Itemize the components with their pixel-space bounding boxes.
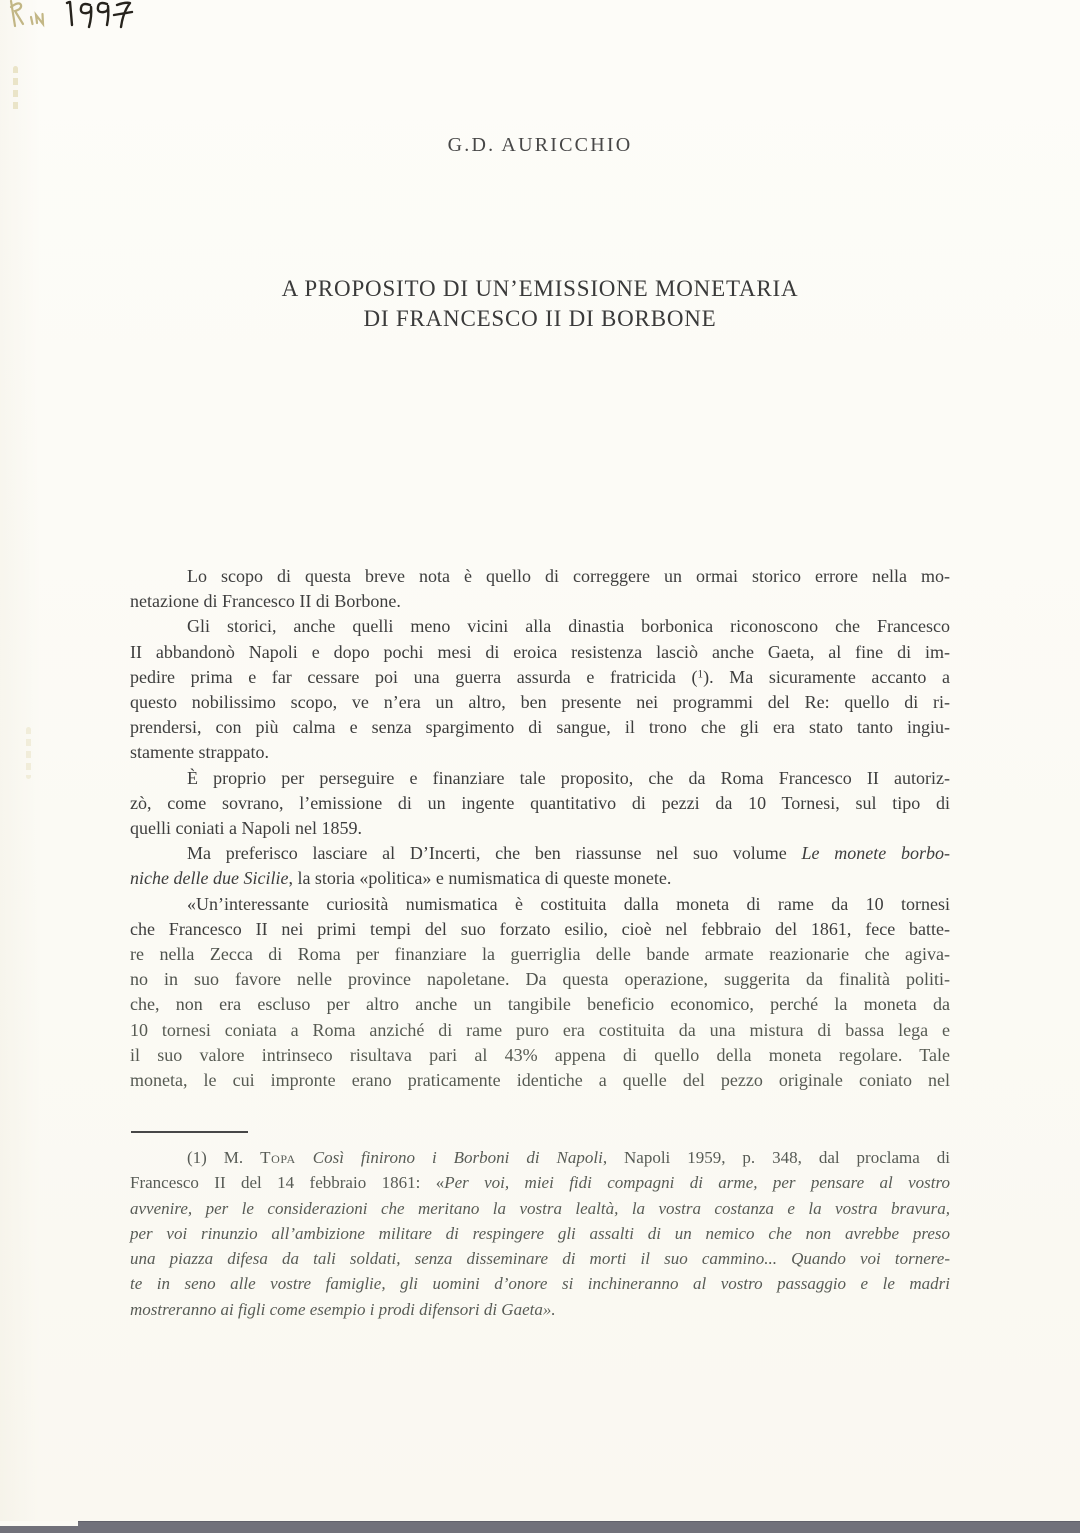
- text-line: II abbandonò Napoli e dopo pochi mesi di eroica resistenza lasciò anche Gaeta, al fine di im-: [130, 641, 950, 662]
- text-line: che, non era escluso per altro anche un tangibile beneficio economico, perché la moneta da: [130, 994, 950, 1015]
- paper-blemish-mark: [26, 727, 31, 779]
- text-line: che Francesco II nei primi tempi del suo forzato esilio, cioè nel febbraio del 1861, fece batte-: [130, 918, 950, 939]
- text-line: È proprio per perseguire e finanziare tale proposito, che da Roma Francesco II autoriz-: [187, 767, 950, 788]
- text-line: avvenire, per le considerazioni che meritano la vostra lealtà, la vostra costanza e la vostra bravura,: [130, 1198, 950, 1218]
- text-line: moneta, le cui impronte erano praticamente identiche a quelle del pezzo originale coniato nel: [130, 1070, 950, 1091]
- text-line: zò, come sovrano, l’emissione di un ingente quantitativo di pezzi da 10 Tornesi, sul tipo di: [130, 792, 950, 813]
- footnote-separator: [131, 1131, 248, 1133]
- text-line: re nella Zecca di Roma per finanziare la guerriglia delle bande armate reazionarie che agiva-: [130, 944, 950, 965]
- text-line: questo nobilissimo scopo, ve n’era un altro, ben presente nei programmi del Re: quello di ri-: [130, 692, 950, 713]
- handwritten-annotation-icon: [4, 0, 154, 34]
- text-line: 10 tornesi coniata a Roma anziché di rame puro era costituita da una mistura di bassa lega e: [130, 1019, 950, 1040]
- text-line: Francesco II del 14 febbraio 1861: «Per voi, miei fidi compagni di arme, per pensare al vostro: [130, 1173, 950, 1193]
- scan-edge-bar: [0, 1521, 1080, 1533]
- article-title-line2: DI FRANCESCO II DI BORBONE: [363, 306, 717, 331]
- text-line: Lo scopo di questa breve nota è quello di correggere un ormai storico errore nella mo-: [187, 566, 950, 586]
- text-line: il suo valore intrinseco risultava pari al 43% appena di quello della moneta regolare. Tale: [130, 1044, 950, 1065]
- article-title: [130, 274, 950, 334]
- text-line: quelli coniati a Napoli nel 1859.: [130, 818, 362, 839]
- author-name: G.D. AURICCHIO: [447, 134, 633, 156]
- text-line: Gli storici, anche quelli meno vicini alla dinastia borbonica riconoscono che Francesco: [187, 616, 950, 637]
- text-line: no in suo favore nelle province napoletane. Da questa operazione, suggerita da finalità politi-: [130, 969, 950, 990]
- footnote-text: [130, 1145, 950, 1322]
- text-line: per voi rinunzio all’ambizione militare di respingere gli assalti di un nemico che non avrebbe preso: [130, 1223, 950, 1243]
- text-line: mostreranno ai figli come esempio i prodi difensori di Gaeta».: [130, 1299, 556, 1319]
- text-line: «Un’interessante curiosità numismatica è costituita dalla moneta di rame da 10 tornesi: [187, 893, 950, 914]
- text-line: te in seno alle vostre famiglie, gli uomini d’onore si inchineranno al vostro passaggio e le madri: [130, 1274, 950, 1294]
- text-line: prendersi, con più calma e senza spargimento di sangue, il trono che gli era stato tanto ingiu-: [130, 717, 950, 738]
- scan-edge-notch: [0, 1521, 78, 1526]
- text-line: pedire prima e far cessare poi una guerra assurda e fratricida ($^1$). Ma sicuramente accanto a: [130, 666, 950, 687]
- text-line: netazione di Francesco II di Borbone.: [130, 591, 401, 612]
- text-line: Ma preferisco lasciare al D’Incerti, che ben riassunse nel suo volume Le monete borbo-: [187, 843, 950, 864]
- body-text: [130, 564, 950, 1093]
- article-title-line1: A PROPOSITO DI UN’EMISSIONE MONETARIA: [281, 276, 799, 301]
- paper-blemish-mark: [13, 66, 18, 114]
- text-line: (1) M. Topa Così finirono i Borboni di Napoli, Napoli 1959, p. 348, dal proclama di: [187, 1148, 950, 1167]
- text-line: una piazza difesa da tali soldati, senza disseminare di morti il suo cammino... Quando voi tornere-: [130, 1249, 950, 1269]
- text-line: stamente strappato.: [130, 742, 269, 763]
- text-line: niche delle due Sicilie, la storia «politica» e numismatica di queste monete.: [130, 868, 672, 889]
